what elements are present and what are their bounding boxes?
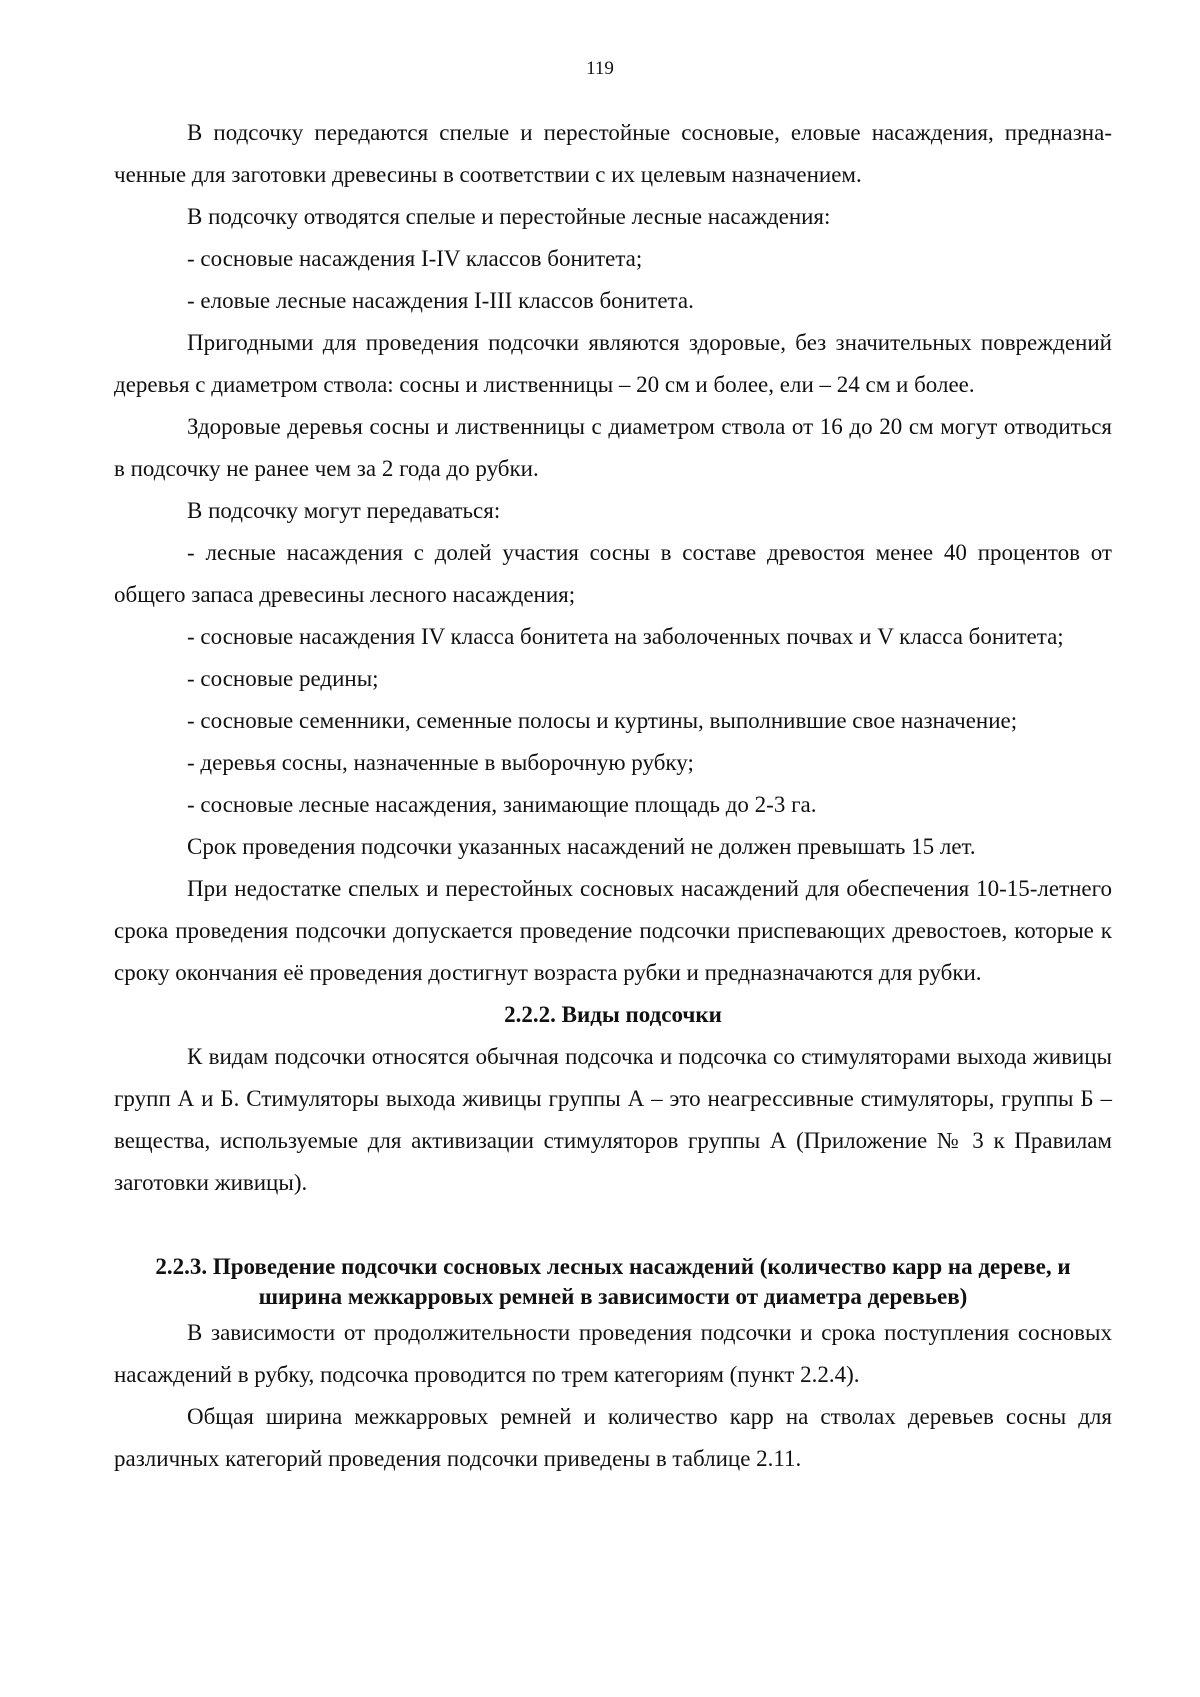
- paragraph: Пригодными для проведения подсочки являются здоровые, без значительных повреждений деревья с диаметром ствола: сосны и лиственницы – 20 см и более, ели – 24 см и более.: [114, 330, 1112, 397]
- paragraph: Срок проведения подсочки указанных насаждений не должен превышать 15 лет.: [187, 834, 976, 859]
- page-number: 119: [586, 58, 614, 79]
- section-heading-2-2-3: [114, 1250, 1112, 1312]
- paragraph: Общая ширина межкарровых ремней и количество карр на стволах деревьев сосны для различных категорий проведения подсочки приведены в таблице 2.11.: [114, 1404, 1112, 1471]
- list-item: - сосновые редины;: [187, 666, 379, 691]
- paragraph: К видам подсочки относятся обычная подсочка и подсочка со стимуляторами выхода живицы групп А и Б. Стимуляторы выхода живицы группы А – это неагрессивные стимуляторы, группы Б – вещества, используемые для активизации стимуляторов группы А (Приложение № 3 к Правилам заготовки живицы).: [114, 1044, 1112, 1195]
- paragraph: В зависимости от продолжительности проведения подсочки и срока поступления сосновых насаждений в рубку, подсочка проводится по трем категориям (пункт 2.2.4).: [114, 1320, 1112, 1387]
- list-item: - сосновые лесные насаждения, занимающие площадь до 2-3 га.: [187, 792, 817, 817]
- document-body: [114, 112, 1112, 1480]
- list-item: - лесные насаждения с долей участия сосны в составе древостоя менее 40 процентов от общего запаса древесины лесного насаждения;: [114, 540, 1112, 607]
- paragraph: В подсочку отводятся спелые и перестойные лесные насаждения:: [187, 204, 831, 229]
- list-item: - сосновые насаждения IV класса бонитета на заболоченных почвах и V класса бонитета;: [187, 624, 1064, 649]
- section-heading-line-1: 2.2.3. Проведение подсочки сосновых лесных насаждений (количество карр на дереве, и: [155, 1254, 1071, 1279]
- list-item: - еловые лесные насаждения I-III классов бонитета.: [187, 288, 694, 313]
- spacer: [114, 1204, 1112, 1250]
- section-heading-2-2-2: 2.2.2. Виды подсочки: [504, 1002, 722, 1027]
- paragraph: В подсочку передаются спелые и перестойные сосновые, еловые насаждения, предназначенные для заготовки древесины в соответствии с их целевым назначением.: [114, 120, 1112, 187]
- paragraph: В подсочку могут передаваться:: [187, 498, 501, 523]
- list-item: - деревья сосны, назначенные в выборочную рубку;: [187, 750, 694, 775]
- section-heading-line-2: ширина межкарровых ремней в зависимости от диаметра деревьев): [258, 1284, 968, 1309]
- paragraph: При недостатке спелых и перестойных сосновых насаждений для обеспечения 10-15-летнего срока проведения подсочки допускается проведение подсочки приспевающих древостоев, которые к сроку окончания её проведения достигнут возраста рубки и предназначаются для рубки.: [114, 876, 1112, 985]
- list-item: - сосновые семенники, семенные полосы и куртины, выполнившие свое назначение;: [187, 708, 1018, 733]
- list-item: - сосновые насаждения I-IV классов бонитета;: [187, 246, 643, 271]
- paragraph: Здоровые деревья сосны и лиственницы с диаметром ствола от 16 до 20 см могут отводиться в подсочку не ранее чем за 2 года до рубки.: [114, 414, 1112, 481]
